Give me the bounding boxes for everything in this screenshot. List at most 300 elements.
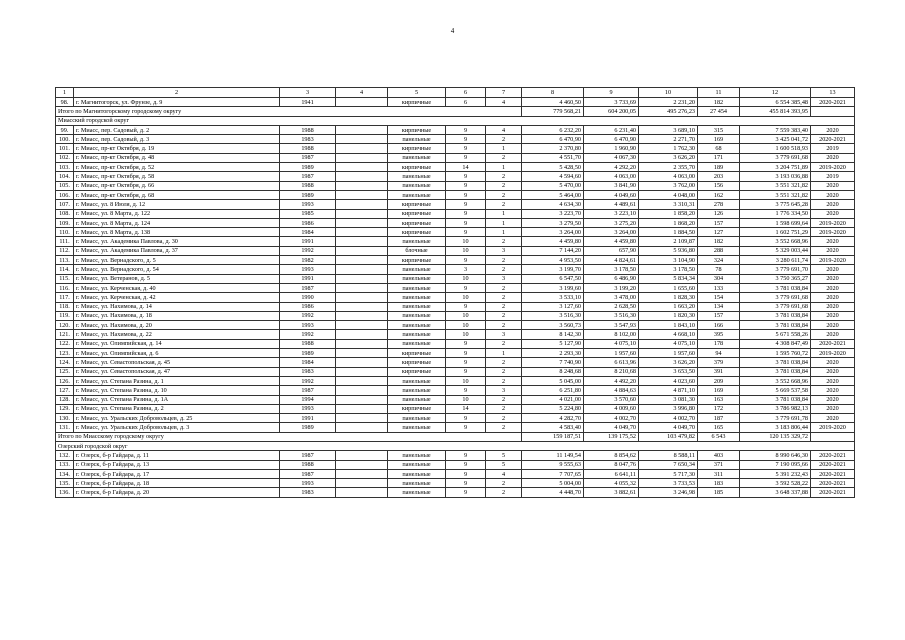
table-cell	[336, 321, 388, 330]
table-cell: кирпичные	[388, 98, 446, 107]
table-cell	[336, 339, 388, 348]
total-value: 159 187,51	[522, 432, 584, 441]
table-cell: 7 190 095,66	[740, 460, 811, 469]
table-cell: 4 448,70	[522, 488, 584, 497]
table-cell: 3 775 645,28	[740, 200, 811, 209]
table-cell: 2019	[811, 144, 855, 153]
table-cell	[336, 256, 388, 265]
table-cell: 102.	[56, 153, 74, 162]
table-cell	[336, 209, 388, 218]
table-cell: панельные	[388, 321, 446, 330]
table-cell: панельные	[388, 172, 446, 181]
table-cell: 1987	[280, 386, 336, 395]
table-cell: 8 210,68	[584, 367, 639, 376]
table-cell: 4 063,00	[584, 172, 639, 181]
table-cell: 1984	[280, 228, 336, 237]
table-cell: панельные	[388, 330, 446, 339]
table-row	[56, 339, 855, 348]
table-cell: 2	[486, 321, 522, 330]
table-cell: 9 555,63	[522, 460, 584, 469]
table-cell: 1988	[280, 339, 336, 348]
table-cell	[336, 172, 388, 181]
table-cell: 120.	[56, 321, 74, 330]
table-cell	[336, 469, 388, 478]
table-row	[56, 367, 855, 376]
table-cell: г. Миасс, ул. 8 Марта, д. 122	[74, 209, 280, 218]
table-cell: панельные	[388, 386, 446, 395]
table-cell: 2020-2021	[811, 135, 855, 144]
table-row	[56, 153, 855, 162]
table-cell: кирпичные	[388, 125, 446, 134]
table-cell: г. Миасс, ул. Вернадского, д. 54	[74, 265, 280, 274]
table-cell: 7 650,34	[639, 460, 698, 469]
table-cell: 1990	[280, 293, 336, 302]
column-header: 6	[446, 88, 486, 98]
table-cell: 1987	[280, 153, 336, 162]
table-cell: 2 370,80	[522, 144, 584, 153]
table-row	[56, 311, 855, 320]
table-cell	[336, 404, 388, 413]
table-cell: 136.	[56, 488, 74, 497]
table-cell: 4 009,60	[584, 404, 639, 413]
table-cell: 3 199,70	[522, 265, 584, 274]
table-cell: 9	[446, 181, 486, 190]
table-cell: кирпичные	[388, 200, 446, 209]
table-cell: г. Миасс, пер. Садовый, д. 3	[74, 135, 280, 144]
table-cell: 3 781 038,84	[740, 367, 811, 376]
table-cell: 169	[698, 135, 740, 144]
table-cell: 1983	[280, 488, 336, 497]
table-cell: панельные	[388, 469, 446, 478]
table-cell: 1992	[280, 376, 336, 385]
table-cell: 3 310,31	[639, 200, 698, 209]
table-cell	[336, 479, 388, 488]
table-cell: г. Миасс, пр-кт Октября, д. 68	[74, 190, 280, 199]
table-cell: 1986	[280, 218, 336, 227]
table-cell: 2020	[811, 246, 855, 255]
table-cell: кирпичные	[388, 218, 446, 227]
table-cell: 2	[486, 172, 522, 181]
table-cell: 2020-2021	[811, 488, 855, 497]
table-cell: 156	[698, 181, 740, 190]
table-cell: 1 663,20	[639, 302, 698, 311]
table-cell: 2020	[811, 330, 855, 339]
table-cell: 2020	[811, 404, 855, 413]
table-cell: 4 002,70	[584, 414, 639, 423]
table-cell: кирпичные	[388, 228, 446, 237]
table-cell: 5 464,00	[522, 190, 584, 199]
table-cell: кирпичные	[388, 144, 446, 153]
table-cell: 3	[486, 274, 522, 283]
table-cell: г. Миасс, пр-кт Октября, д. 52	[74, 163, 280, 172]
table-cell: 2020	[811, 293, 855, 302]
table-cell: 8 990 646,30	[740, 451, 811, 460]
table-cell: 2	[486, 190, 522, 199]
table-row	[56, 488, 855, 497]
table-cell: г. Миасс, ул. Нахимова, д. 20	[74, 321, 280, 330]
housing-register-table	[55, 87, 855, 498]
table-cell: 2020	[811, 237, 855, 246]
table-cell: 1993	[280, 265, 336, 274]
table-cell: 6 231,40	[584, 125, 639, 134]
table-cell: г. Озерск, б-р Гайдара, д. 11	[74, 451, 280, 460]
table-cell: 9	[446, 190, 486, 199]
table-cell: 2020	[811, 395, 855, 404]
table-cell	[336, 190, 388, 199]
table-cell: 4 634,30	[522, 200, 584, 209]
table-cell: 2	[486, 339, 522, 348]
table-cell: 9	[446, 135, 486, 144]
table-cell: 1992	[280, 246, 336, 255]
table-cell: 10	[446, 293, 486, 302]
table-cell: 2	[486, 293, 522, 302]
table-cell	[336, 367, 388, 376]
table-cell: 3 882,61	[584, 488, 639, 497]
table-cell: 2	[486, 302, 522, 311]
table-cell	[336, 218, 388, 227]
table-cell: 3 653,50	[639, 367, 698, 376]
table-row	[56, 293, 855, 302]
table-row	[56, 321, 855, 330]
table-cell: 6 613,96	[584, 358, 639, 367]
table-cell: 2019-2020	[811, 349, 855, 358]
table-cell: 10	[446, 321, 486, 330]
table-cell	[336, 237, 388, 246]
table-cell: 185	[698, 488, 740, 497]
table-cell: 1 884,50	[639, 228, 698, 237]
table-cell: г. Миасс, ул. 8 Июля, д. 12	[74, 200, 280, 209]
table-cell: панельные	[388, 190, 446, 199]
table-cell: панельные	[388, 414, 446, 423]
table-cell: 133.	[56, 460, 74, 469]
table-cell: 3 750 365,27	[740, 274, 811, 283]
table-cell: 178	[698, 339, 740, 348]
table-cell: 4 308 847,49	[740, 339, 811, 348]
table-cell: 4 492,20	[584, 376, 639, 385]
table-cell: 107.	[56, 200, 74, 209]
table-cell: 100.	[56, 135, 74, 144]
table-cell: 4 021,00	[522, 395, 584, 404]
table-cell: 2020	[811, 153, 855, 162]
table-cell: 124.	[56, 358, 74, 367]
table-cell: 4 460,50	[522, 98, 584, 107]
table-cell: 2019	[811, 172, 855, 181]
table-cell	[336, 144, 388, 153]
total-row	[56, 107, 855, 116]
table-cell: 3	[446, 265, 486, 274]
table-cell: 3 516,30	[522, 311, 584, 320]
table-cell: 182	[698, 98, 740, 107]
table-cell: г. Озерск, б-р Гайдара, д. 18	[74, 479, 280, 488]
table-cell: 3 762,00	[639, 181, 698, 190]
table-cell	[336, 330, 388, 339]
table-cell: 2 355,70	[639, 163, 698, 172]
table-cell: 203	[698, 172, 740, 181]
table-cell: г. Миасс, ул. 8 Марта, д. 124	[74, 218, 280, 227]
table-cell: 3 193 036,88	[740, 172, 811, 181]
table-cell: 166	[698, 321, 740, 330]
table-cell: 3 733,69	[584, 98, 639, 107]
table-cell: панельные	[388, 302, 446, 311]
table-cell	[336, 153, 388, 162]
total-value: 139 175,52	[584, 432, 639, 441]
table-cell: 395	[698, 330, 740, 339]
section-title: Озерский городской округ	[56, 441, 855, 450]
table-row	[56, 209, 855, 218]
table-cell: 1 820,30	[639, 311, 698, 320]
table-cell: 110.	[56, 228, 74, 237]
table-cell	[336, 386, 388, 395]
total-row	[56, 432, 855, 441]
table-cell: 3 199,60	[522, 283, 584, 292]
table-cell: 7 740,90	[522, 358, 584, 367]
table-cell: 3 570,60	[584, 395, 639, 404]
table-cell: 3	[486, 246, 522, 255]
table-cell: 1991	[280, 414, 336, 423]
table-cell: 114.	[56, 265, 74, 274]
table-cell: 1993	[280, 479, 336, 488]
section-title: Миасский городской округ	[56, 116, 855, 125]
table-cell: 8 854,62	[584, 451, 639, 460]
table-cell: 3 551 321,82	[740, 181, 811, 190]
table-cell: 3 648 337,88	[740, 488, 811, 497]
column-header: 2	[74, 88, 280, 98]
table-cell: г. Миасс, ул. Академика Павлова, д. 30	[74, 237, 280, 246]
table-cell: 131.	[56, 423, 74, 432]
section-row	[56, 116, 855, 125]
total-value: 6 543	[698, 432, 740, 441]
table-cell: 1988	[280, 181, 336, 190]
table-cell: 288	[698, 246, 740, 255]
table-cell: 1	[486, 218, 522, 227]
table-cell: 11 149,54	[522, 451, 584, 460]
table-cell: 2019-2020	[811, 256, 855, 265]
table-cell: 2	[486, 265, 522, 274]
table-cell: 4 002,70	[639, 414, 698, 423]
table-cell: 1987	[280, 283, 336, 292]
table-cell: 2	[486, 256, 522, 265]
table-cell: 104.	[56, 172, 74, 181]
table-row	[56, 283, 855, 292]
table-cell: 278	[698, 200, 740, 209]
table-cell	[336, 349, 388, 358]
table-cell: 5 329 003,44	[740, 246, 811, 255]
table-row	[56, 404, 855, 413]
table-cell: 5 470,00	[522, 181, 584, 190]
table-cell: 5	[486, 451, 522, 460]
table-row	[56, 125, 855, 134]
table-cell: 8 588,11	[639, 451, 698, 460]
table-cell: 2 231,20	[639, 98, 698, 107]
table-cell: 2	[486, 181, 522, 190]
table-cell: 4 292,20	[584, 163, 639, 172]
table-cell: 10	[446, 395, 486, 404]
table-cell: 2019-2020	[811, 218, 855, 227]
table-cell: г. Миасс, ул. 8 Марта, д. 138	[74, 228, 280, 237]
table-cell: 1993	[280, 321, 336, 330]
table-cell: 9	[446, 256, 486, 265]
table-cell: 154	[698, 293, 740, 302]
table-cell: кирпичные	[388, 404, 446, 413]
table-cell: 157	[698, 311, 740, 320]
table-cell: 1 828,30	[639, 293, 698, 302]
table-cell: 1988	[280, 125, 336, 134]
table-cell: 9	[446, 451, 486, 460]
table-row	[56, 274, 855, 283]
table-cell: 2	[486, 488, 522, 497]
table-cell: 7 144,20	[522, 246, 584, 255]
table-cell: панельные	[388, 395, 446, 404]
table-cell: 115.	[56, 274, 74, 283]
table-cell: 111.	[56, 237, 74, 246]
table-cell: г. Миасс, ул. Вернадского, д. 5	[74, 256, 280, 265]
table-cell: 2019-2020	[811, 228, 855, 237]
table-cell: 3 223,70	[522, 209, 584, 218]
table-cell: 9	[446, 460, 486, 469]
table-row	[56, 469, 855, 478]
table-row	[56, 423, 855, 432]
table-row	[56, 256, 855, 265]
table-cell: 2 293,30	[522, 349, 584, 358]
table-cell	[336, 293, 388, 302]
table-cell: г. Миасс, ул. Степана Разина, д. 1А	[74, 395, 280, 404]
table-cell: г. Миасс, ул. Керченская, д. 40	[74, 283, 280, 292]
table-cell: г. Озерск, б-р Гайдара, д. 20	[74, 488, 280, 497]
table-cell	[336, 228, 388, 237]
table-cell: 9	[446, 358, 486, 367]
table-cell: 1983	[280, 367, 336, 376]
table-cell: 117.	[56, 293, 74, 302]
column-header: 13	[811, 88, 855, 98]
table-row	[56, 200, 855, 209]
table-cell: 113.	[56, 256, 74, 265]
table-cell: 8 102,00	[584, 330, 639, 339]
table-cell: 2020	[811, 209, 855, 218]
table-cell: 1 595 760,72	[740, 349, 811, 358]
table-cell: 324	[698, 256, 740, 265]
table-cell: 1	[486, 144, 522, 153]
table-row	[56, 237, 855, 246]
table-cell: 3 779 691,70	[740, 265, 811, 274]
table-cell: 134.	[56, 469, 74, 478]
table-row	[56, 144, 855, 153]
table-cell: 2	[486, 358, 522, 367]
table-cell: г. Миасс, ул. Академика Павлова, д. 37	[74, 246, 280, 255]
table-cell: 3 425 041,72	[740, 135, 811, 144]
total-value	[811, 107, 855, 116]
table-cell	[336, 395, 388, 404]
table-cell: 1 600 518,93	[740, 144, 811, 153]
table-cell: 3 199,20	[584, 283, 639, 292]
table-cell: 3 246,98	[639, 488, 698, 497]
table-cell: 2020	[811, 386, 855, 395]
table-cell: 116.	[56, 283, 74, 292]
table-cell	[336, 265, 388, 274]
table-cell: 7 707,65	[522, 469, 584, 478]
table-cell: 122.	[56, 339, 74, 348]
table-cell: 2	[486, 311, 522, 320]
table-cell: панельные	[388, 451, 446, 460]
table-cell: панельные	[388, 488, 446, 497]
table-cell: 2020-2021	[811, 469, 855, 478]
table-row	[56, 479, 855, 488]
table-cell: 6 554 385,48	[740, 98, 811, 107]
table-cell: 3 779 691,68	[740, 302, 811, 311]
table-cell: 3 551 321,82	[740, 190, 811, 199]
table-cell: 3 781 038,84	[740, 358, 811, 367]
table-cell: 3 552 668,96	[740, 376, 811, 385]
table-cell: 6	[446, 98, 486, 107]
column-header: 9	[584, 88, 639, 98]
table-cell: 3 127,60	[522, 302, 584, 311]
table-cell: 3 478,00	[584, 293, 639, 302]
table-row	[56, 172, 855, 181]
table-cell: 4	[486, 125, 522, 134]
table-cell: 6 547,50	[522, 274, 584, 283]
table-cell: 6 251,80	[522, 386, 584, 395]
table-cell: 103.	[56, 163, 74, 172]
table-cell: 4 049,60	[584, 190, 639, 199]
column-number-row	[56, 88, 855, 98]
table-row	[56, 451, 855, 460]
table-cell	[336, 200, 388, 209]
table-cell: 3	[486, 386, 522, 395]
table-cell: 5 224,80	[522, 404, 584, 413]
table-cell: 5 671 558,26	[740, 330, 811, 339]
table-cell	[336, 274, 388, 283]
table-cell: 8 047,76	[584, 460, 639, 469]
table-cell: 2	[486, 404, 522, 413]
table-cell: 5 391 232,43	[740, 469, 811, 478]
table-cell: 14	[446, 163, 486, 172]
table-cell: 169	[698, 386, 740, 395]
table-cell: 1984	[280, 358, 336, 367]
table-cell: 109.	[56, 218, 74, 227]
table-cell: 3 689,10	[639, 125, 698, 134]
table-cell: 14	[446, 404, 486, 413]
table-cell: 1	[486, 228, 522, 237]
table-cell: панельные	[388, 339, 446, 348]
table-cell: г. Миасс, пр-кт Октября, д. 48	[74, 153, 280, 162]
table-cell: 3 183 806,44	[740, 423, 811, 432]
table-cell: 9	[446, 479, 486, 488]
table-cell: 2020	[811, 414, 855, 423]
table-cell: 304	[698, 274, 740, 283]
table-cell: 126.	[56, 376, 74, 385]
table-cell: 379	[698, 358, 740, 367]
total-value: 120 135 329,72	[740, 432, 811, 441]
table-cell: 1 868,20	[639, 218, 698, 227]
table-cell: 5	[486, 460, 522, 469]
table-cell: 9	[446, 349, 486, 358]
table-cell: 4 953,50	[522, 256, 584, 265]
table-cell	[336, 488, 388, 497]
table-cell: 9	[446, 228, 486, 237]
table-cell: панельные	[388, 153, 446, 162]
table-row	[56, 218, 855, 227]
table-cell: 135.	[56, 479, 74, 488]
table-row	[56, 349, 855, 358]
table-cell: 1 776 334,50	[740, 209, 811, 218]
table-cell: 2020	[811, 283, 855, 292]
table-cell: 1 598 699,64	[740, 218, 811, 227]
table-cell: 8 142,30	[522, 330, 584, 339]
table-cell: 4 075,10	[639, 339, 698, 348]
table-cell: 1991	[280, 237, 336, 246]
table-cell: 134	[698, 302, 740, 311]
table-cell: 187	[698, 414, 740, 423]
table-cell: 391	[698, 367, 740, 376]
